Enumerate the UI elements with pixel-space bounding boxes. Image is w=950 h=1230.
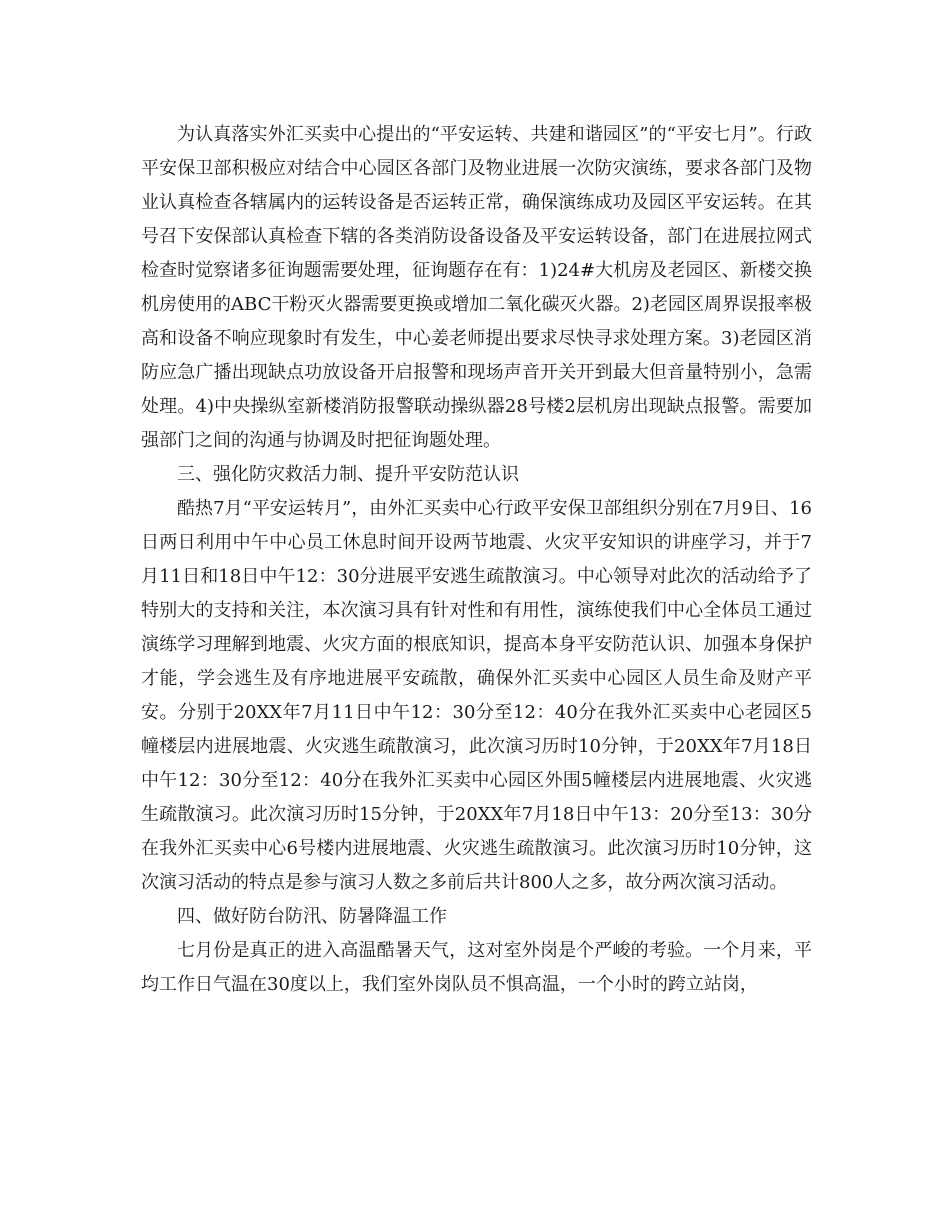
paragraph-summer-heat: 七月份是真正的进入高温酷暑天气，这对室外岗是个严峻的考验。一个月来，平均工作日气温在30度以上，我们室外岗队员不惧高温，一个小时的跨立站岗，	[141, 940, 812, 995]
section-heading-3: 三、强化防灾救活力制、提升平安防范认识	[177, 464, 519, 485]
document-body	[141, 118, 812, 1002]
paragraph-evacuation-drill: 酷热7月“平安运转月”，由外汇买卖中心行政平安保卫部组织分别在7月9日、16日两日利用中午中心员工休息时间开设两节地震、火灾平安知识的讲座学习，并于7月11日和18日中午12：30分进展平安逃生疏散演习。中心领导对此次的活动给予了特别大的支持和关注，本次演习具有针对性和有用性，演练使我们中心全体员工通过演练学习理解到地震、火灾方面的根底知识，提高本身平安防范认识、加强本身保护才能，学会逃生及有序地进展平安疏散，确保外汇买卖中心园区人员生命及财产平安。分别于20XX年7月11日中午12：30分至12：40分在我外汇买卖中心老园区5幢楼层内进展地震、火灾逃生疏散演习，此次演习历时10分钟，于20XX年7月18日中午12：30分至12：40分在我外汇买卖中心园区外围5幢楼层内进展地震、火灾逃生疏散演习。此次演习历时15分钟，于20XX年7月18日中午13：20分至13：30分在我外汇买卖中心6号楼内进展地震、火灾逃生疏散演习。此次演习历时10分钟，这次演习活动的特点是参与演习人数之多前后共计800人之多，故分两次演习活动。	[141, 498, 812, 893]
paragraph-safety-inspection: 为认真落实外汇买卖中心提出的“平安运转、共建和谐园区”的“平安七月”。行政平安保卫部积极应对结合中心园区各部门及物业进展一次防灾演练，要求各部门及物业认真检查各辖属内的运转设备是否运转正常，确保演练成功及园区平安运转。在其号召下安保部认真检查下辖的各类消防设备设备及平安运转设备，部门在进展拉网式检查时觉察诸多征询题需要处理，征询题存在有：1)24#大机房及老园区、新楼交换机房使用的ABC干粉灭火器需要更换或增加二氧化碳灭火器。2)老园区周界误报率极高和设备不响应现象时有发生，中心姜老师提出要求尽快寻求处理方案。3)老园区消防应急广播出现缺点功放设备开启报警和现场声音开关开到最大但音量特别小，急需处理。4)中央操纵室新楼消防报警联动操纵器28号楼2层机房出现缺点报警。需要加强部门之间的沟通与协调及时把征询题处理。	[141, 124, 812, 451]
section-heading-4: 四、做好防台防汛、防暑降温工作	[177, 906, 447, 927]
